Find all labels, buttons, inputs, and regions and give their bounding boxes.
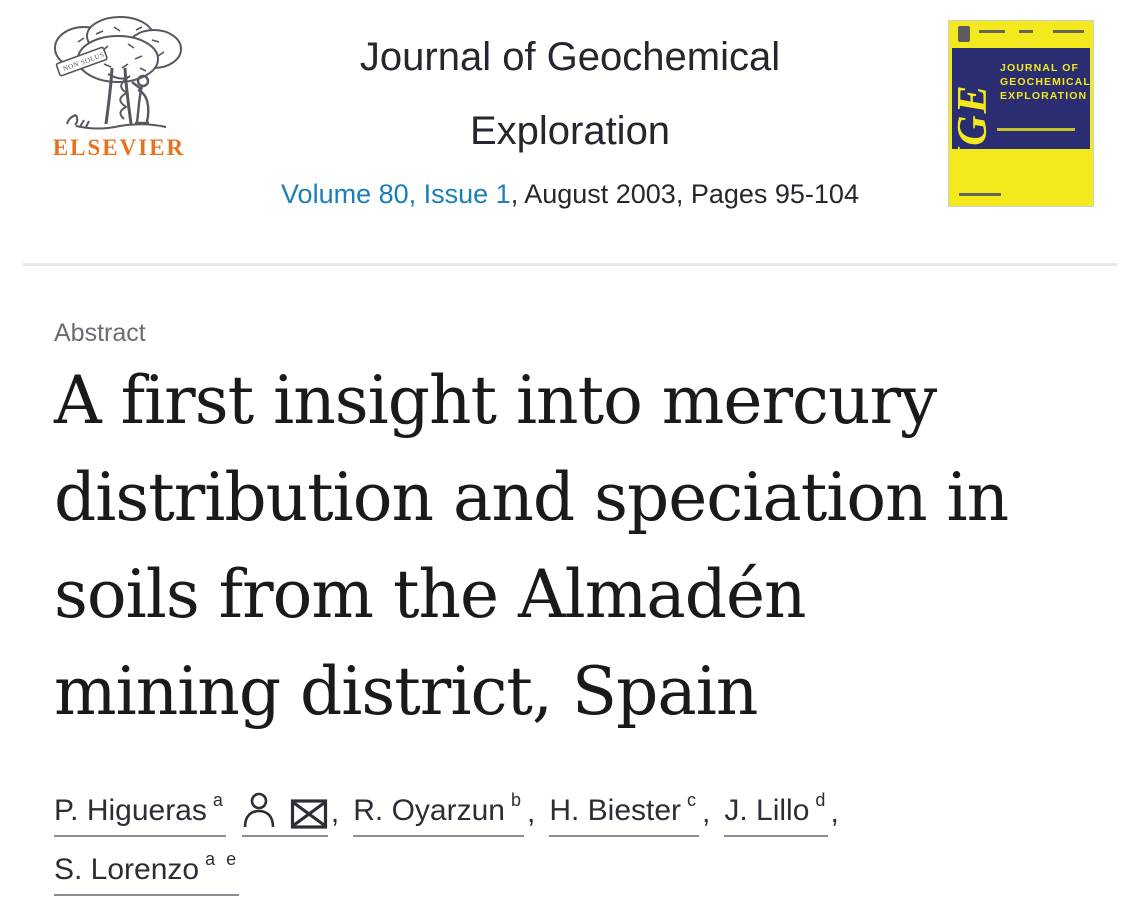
volume-issue-link[interactable]: Volume 80, Issue 1 <box>281 179 511 209</box>
journal-title-line1: Journal of Geochemical <box>359 35 781 79</box>
journal-header <box>238 20 902 210</box>
author-link-biester[interactable]: H. Biester c <box>549 794 699 837</box>
journal-title-line2: Exploration <box>469 109 671 153</box>
author-superscript: c <box>687 790 700 810</box>
corresponding-author-actions[interactable] <box>242 790 328 837</box>
author-separator: , <box>330 796 340 829</box>
cover-publisher-logo <box>958 26 970 42</box>
elsevier-logo[interactable] <box>48 12 190 164</box>
cover-footer-text <box>959 193 1001 196</box>
person-icon <box>242 790 276 830</box>
author-superscript: d <box>815 790 829 810</box>
author-link-lillo[interactable]: J. Lillo d <box>724 794 828 837</box>
author-line-2 <box>54 849 1114 896</box>
author-superscript: a e <box>205 849 240 869</box>
cover-subtitle-text <box>997 128 1075 131</box>
author-link-higueras[interactable]: P. Higueras a <box>54 794 226 837</box>
issue-info: , August 2003, Pages 95-104 <box>510 179 859 209</box>
cover-journal-title: JOURNAL OF GEOCHEMICAL EXPLORATION <box>1000 62 1091 102</box>
author-list <box>54 790 1114 912</box>
author-superscript: b <box>510 790 524 810</box>
author-separator: , <box>702 796 711 829</box>
author-line-1 <box>54 790 1114 837</box>
author-superscript: a <box>212 790 226 810</box>
elsevier-banner-text: NON SOLUS <box>61 50 106 74</box>
cover-panel <box>950 48 1091 169</box>
cover-top-text <box>1019 30 1033 33</box>
cover-spine-initials: JGE <box>950 83 996 169</box>
author-link-lorenzo[interactable]: S. Lorenzo a e <box>54 853 239 896</box>
section-label-abstract: Abstract <box>54 319 146 347</box>
cover-top-text <box>1053 30 1084 33</box>
cover-top-text <box>979 30 1005 33</box>
journal-title-link[interactable] <box>238 20 902 168</box>
elsevier-tree-icon <box>48 12 190 136</box>
header-divider <box>23 263 1117 266</box>
author-separator: , <box>830 796 839 829</box>
volume-issue-line <box>238 178 902 210</box>
elsevier-wordmark: ELSEVIER <box>52 135 186 160</box>
journal-cover-thumbnail[interactable] <box>948 20 1094 207</box>
author-link-oyarzun[interactable]: R. Oyarzun b <box>353 794 524 837</box>
article-title: A first insight into mercury distribution and speciation in soils from the Almadén mining district, Spain <box>54 362 1009 730</box>
envelope-icon <box>290 798 328 830</box>
author-separator: , <box>526 796 536 829</box>
